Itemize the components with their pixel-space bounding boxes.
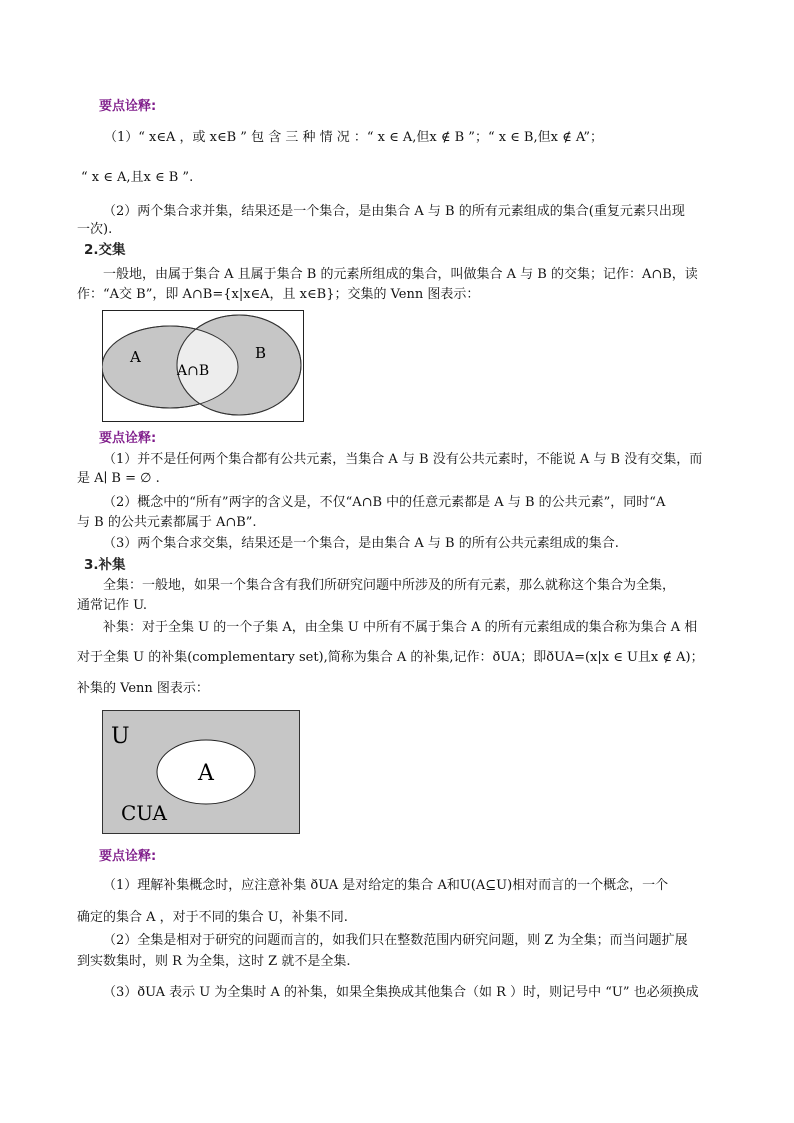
intersection-note-1: （1）并不是任何两个集合都有公共元素，当集合 A 与 B 没有公共元素时，不能说 A 与 B 没有交集，而 bbox=[103, 452, 703, 467]
section-title-intersection: 2.交集 bbox=[84, 242, 126, 258]
union-note-1: （1）“ x∈A ，或 x∈B ” 包 含 三 种 情 况 ：“ x ∈ A,但x ∉ B ”；“ x ∈ B,但x ∉ A”； bbox=[104, 130, 603, 145]
complement-def-2: 对于全集 U 的补集(complementary set),简称为集合 A 的补集,记作：ðUA；即ðUA=(x|x ∈ U且x ∉ A)； bbox=[77, 650, 704, 665]
intersection-def-1: 一般地，由属于集合 A 且属于集合 B 的元素所组成的集合，叫做集合 A 与 B 的交集；记作：A∩B，读 bbox=[103, 267, 698, 282]
intersection-note-2: （2）概念中的“所有”两字的含义是，不仅“A∩B 中的任意元素都是 A 与 B 的公共元素”，同时“A bbox=[103, 495, 666, 510]
complement-venn-diagram bbox=[102, 710, 300, 834]
intersection-def-2: 作：“A交 B”，即 A∩B={x|x∈A，且 x∈B}；交集的 Venn 图表示： bbox=[77, 287, 480, 302]
venn-label-a-cap-b: A∩B bbox=[177, 363, 210, 379]
universal-set-def-2: 通常记作 U. bbox=[77, 598, 148, 613]
venn-label-a: A bbox=[198, 761, 214, 786]
key-points-label-2: 要点诠释: bbox=[99, 431, 157, 446]
universal-set-def-1: 全集：一般地，如果一个集合含有我们所研究问题中所涉及的所有元素，那么就称这个集合为全集， bbox=[103, 578, 676, 593]
complement-def-1: 补集：对于全集 U 的一个子集 A，由全集 U 中所有不属于集合 A 的所有元素组成的集合称为集合 A 相 bbox=[103, 620, 698, 635]
key-points-label-1: 要点诠释: bbox=[99, 99, 157, 114]
union-note-2-cont: 一次). bbox=[77, 222, 113, 237]
venn-label-b: B bbox=[255, 344, 267, 362]
complement-note-1-cont: 确定的集合 A ，对于不同的集合 U，补集不同. bbox=[77, 910, 348, 925]
venn-label-u: U bbox=[111, 724, 130, 749]
intersection-note-3: （3）两个集合求交集，结果还是一个集合，是由集合 A 与 B 的所有公共元素组成的集合. bbox=[103, 536, 619, 551]
complement-note-2: （2）全集是相对于研究的问题而言的，如我们只在整数范围内研究问题，则 Z 为全集；而当问题扩展 bbox=[103, 933, 688, 948]
complement-note-3: （3）ðUA 表示 U 为全集时 A 的补集，如果全集换成其他集合（如 R ）时，则记号中 “U” 也必须换成 bbox=[103, 985, 699, 1000]
venn-label-a: A bbox=[130, 348, 141, 366]
union-note-2: （2）两个集合求并集，结果还是一个集合，是由集合 A 与 B 的所有元素组成的集合(重复元素只出现 bbox=[103, 204, 685, 219]
intersection-venn-diagram bbox=[102, 310, 304, 422]
complement-venn-caption: 补集的 Venn 图表示： bbox=[77, 681, 209, 696]
intersection-note-2-cont: 与 B 的公共元素都属于 A∩B”. bbox=[77, 515, 257, 530]
key-points-label-3: 要点诠释: bbox=[99, 849, 157, 864]
complement-note-1: （1）理解补集概念时，应注意补集 ðUA 是对给定的集合 A和U(A⊆U)相对而言的一个概念，一个 bbox=[103, 878, 669, 893]
section-title-complement: 3.补集 bbox=[84, 557, 126, 573]
complement-note-2-cont: 到实数集时，则 R 为全集，这时 Z 就不是全集. bbox=[77, 954, 351, 969]
intersection-note-1-cont: 是 A∣ B = ∅ . bbox=[77, 471, 160, 486]
union-note-1-case: “ x ∈ A,且x ∈ B ”. bbox=[81, 170, 194, 185]
venn-label-complement: CUA bbox=[121, 801, 167, 825]
